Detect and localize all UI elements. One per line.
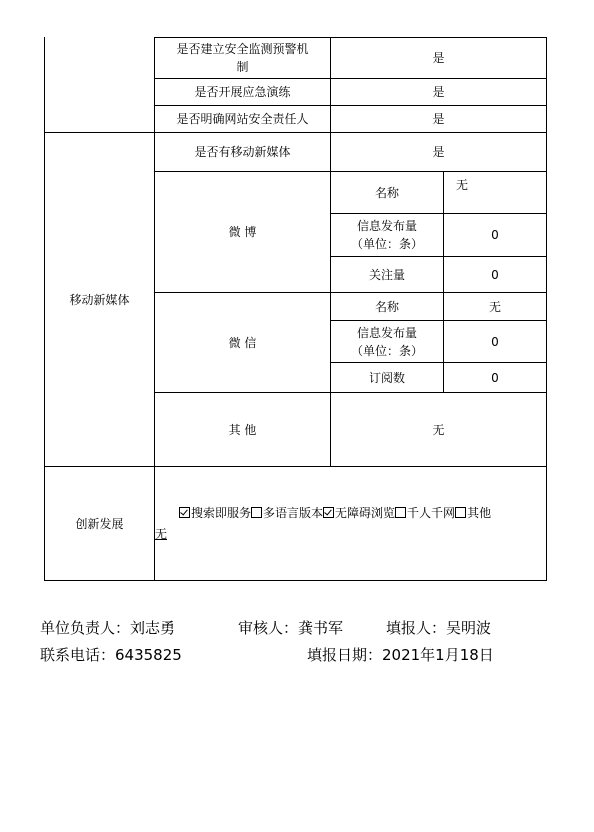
weibo-posts-label-line1: 信息发布量 [356,219,417,233]
weixin-name-label [331,293,443,320]
innovation-label [45,467,154,580]
weibo-followers-value [444,257,546,292]
contact-phone [40,645,182,665]
innovation-other-text [155,526,167,542]
innovation-label-text: 创新发展 [75,516,124,531]
contact-phone-text: 联系电话：6435825 [40,646,182,664]
has-media-label-text: 是否有移动新媒体 [194,145,291,159]
monitoring-value [331,38,546,78]
drill-value [331,79,546,105]
weibo-name-label-text: 名称 [374,185,399,200]
weibo-label-text: 微 博 [228,225,257,239]
option-label: 无障碍浏览 [335,506,396,520]
monitoring-label [155,38,330,78]
innovation-other-text-value: 无 [155,527,168,541]
responsible-value [331,106,546,132]
weixin-label-text: 微 信 [228,335,257,350]
responsible-value-text: 是 [432,112,445,126]
fill-date-text: 填报日期：2021年1月18日 [307,646,494,664]
checkbox-unchecked-icon[interactable] [395,507,406,518]
weibo-posts-value [444,214,546,256]
grid-line [44,580,547,581]
weixin-posts-label-line2: （单位：条） [350,343,423,358]
filler [386,618,491,638]
option-label: 搜索即服务 [191,506,252,520]
option-accessible-browsing[interactable] [323,506,395,520]
weibo-followers-label [331,257,443,292]
reviewer [238,618,343,638]
weibo-posts-label-line2: （单位：条） [350,237,423,251]
weixin-posts-label [331,321,443,362]
weibo-followers-label-text: 关注量 [368,267,405,282]
option-search-service[interactable] [179,506,251,520]
weibo-label [155,172,330,292]
weixin-subscribers-value-text: 0 [491,370,499,385]
option-label: 其他 [467,506,492,520]
drill-label-text: 是否开展应急演练 [194,85,291,99]
weixin-name-value-text: 无 [488,299,501,314]
media-section-label [45,133,154,466]
checkbox-checked-icon[interactable] [323,507,334,518]
checkbox-checked-icon[interactable] [179,507,190,518]
monitoring-label-text: 是否建立安全监测预警机制 [176,42,309,74]
option-multilingual[interactable] [251,506,323,520]
innovation-options [155,504,547,522]
weixin-subscribers-value [444,363,546,392]
weixin-subscribers-label [331,363,443,392]
filler-text: 填报人：吴明波 [386,619,492,637]
option-label: 多语言版本 [263,506,324,520]
unit-head-text: 单位负责人：刘志勇 [40,619,176,637]
grid-line [546,37,547,581]
weixin-posts-label-line1: 信息发布量 [356,325,417,340]
other-media-value [331,393,546,466]
weibo-posts-value-text: 0 [491,228,499,242]
drill-label [155,79,330,105]
responsible-label [155,106,330,132]
responsible-label-text: 是否明确网站安全责任人 [176,112,309,126]
weixin-label [155,293,330,392]
weixin-name-label-text: 名称 [374,299,399,314]
other-media-value-text: 无 [432,422,445,437]
weibo-posts-label [331,214,443,256]
checkbox-unchecked-icon[interactable] [455,507,466,518]
weibo-followers-value-text: 0 [491,267,499,282]
unit-head [40,618,175,638]
monitoring-value-text: 是 [432,51,445,65]
weixin-name-value [444,293,546,320]
weibo-name-label [331,172,443,213]
weixin-subscribers-label-text: 订阅数 [368,370,405,385]
weixin-posts-value-text: 0 [491,334,499,349]
weixin-posts-value [444,321,546,362]
has-media-label [155,133,330,171]
weibo-name-value [444,172,546,213]
option-personalized-site[interactable] [395,506,455,520]
option-label: 千人千网 [407,506,456,520]
reviewer-text: 审核人：龚书军 [238,619,344,637]
media-section-label-text: 移动新媒体 [69,292,130,307]
fill-date [307,645,494,665]
other-media-label [155,393,330,466]
drill-value-text: 是 [432,85,445,99]
checkbox-unchecked-icon[interactable] [251,507,262,518]
has-media-value [331,133,546,171]
weibo-name-value-text: 无 [456,178,469,192]
has-media-value-text: 是 [432,145,445,159]
other-media-label-text: 其 他 [228,422,257,437]
option-other[interactable] [455,506,491,520]
